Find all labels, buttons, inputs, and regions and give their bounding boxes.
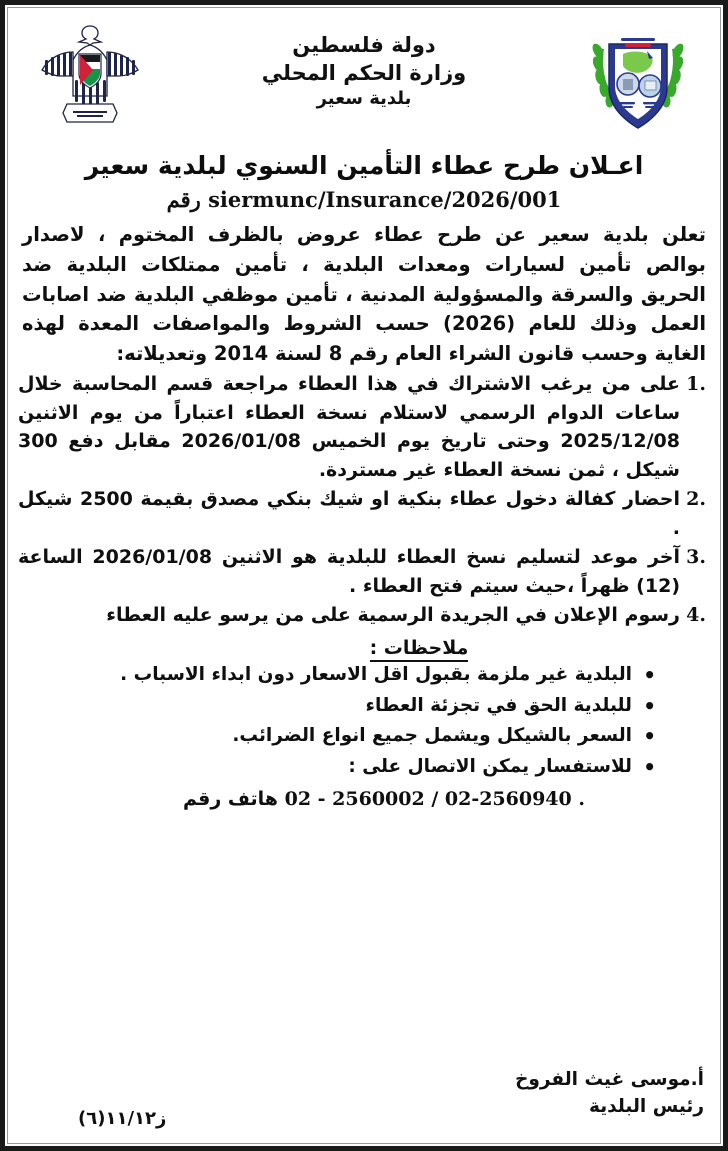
signer-title: رئيس البلدية bbox=[589, 1095, 704, 1117]
state-name: دولة فلسطين bbox=[292, 33, 436, 57]
signer-name: أ.موسى غيث الفروخ bbox=[515, 1069, 704, 1090]
page-title: اعـلان طرح عطاء التأمين السنوي لبلدية سعير bbox=[84, 151, 644, 180]
note-item-3: • السعر بالشيكل ويشمل جميع انواع الضرائب. bbox=[36, 722, 658, 751]
municipality-name: بلدية سعير bbox=[316, 88, 412, 110]
reference-number-line bbox=[18, 187, 710, 212]
term-item-1: على من يرغب الاشتراك في هذا العطاء مراجعة قسم المحاسبة خلال ساعات الدوام الرسمي لاستلام نسخة العطاء اعتباراً من يوم الاثنين 2025/12/08 وحتى تاريخ يوم الخميس 2026/01/08 مقابل دفع 300 شيكل ، ثمن نسخة العطاء غير مستردة. bbox=[18, 373, 680, 481]
document-inner-frame bbox=[7, 7, 721, 1144]
notes-heading bbox=[18, 637, 710, 659]
palestine-eagle-of-saladin-emblem bbox=[30, 18, 150, 138]
contact-phone-line bbox=[18, 785, 710, 814]
document-header bbox=[18, 14, 710, 144]
sier-municipality-emblem bbox=[578, 18, 698, 138]
terms-list bbox=[18, 370, 710, 631]
header-titles bbox=[150, 18, 578, 111]
note-item-4: • للاستفسار يمكن الاتصال على : bbox=[36, 753, 658, 782]
phone-label: هاتف رقم bbox=[183, 787, 278, 810]
term-item-4: رسوم الإعلان في الجريدة الرسمية على من يرسو عليه العطاء bbox=[106, 604, 680, 627]
document-footer bbox=[18, 1065, 710, 1139]
reference-code: siermunc/Insurance/2026/001 bbox=[208, 187, 562, 213]
document-code: ز١١/١٢(٦) bbox=[78, 1108, 167, 1129]
notes-list bbox=[18, 661, 710, 784]
term-item-3: آخر موعد لتسليم نسخ العطاء للبلدية هو الاثنين 2026/01/08 الساعة (12) ظهراً ،حيث سيتم فتح العطاء . bbox=[18, 546, 681, 597]
note-item-2: • للبلدية الحق في تجزئة العطاء bbox=[36, 692, 658, 721]
intro-paragraph: تعلن بلدية سعير عن طرح عطاء عروض بالظرف المختوم ، لاصدار بوالص تأمين لسيارات ومعدات البلدية ، تأمين ممتلكات البلدية ضد الحريق والسرقة والمسؤولية المدنية ، تأمين موظفي البلدية ضد اصابات العمل وذلك للعام (2026) حسب الشروط والمواصفات المعدة لهذه الغاية وحسب قانون الشراء العام رقم 8 لسنة 2014 وتعديلاته: bbox=[22, 223, 707, 365]
ministry-name: وزارة الحكم المحلي bbox=[261, 60, 467, 85]
notes-heading-text: ملاحظات : bbox=[370, 637, 469, 662]
note-item-1: • البلدية غير ملزمة بقبول اقل الاسعار دون ابداء الاسباب . bbox=[36, 661, 658, 690]
term-item-2: احضار كفالة دخول عطاء بنكية او شيك بنكي مصدق بقيمة 2500 شيكل . bbox=[18, 488, 680, 539]
reference-label: رقم bbox=[166, 187, 201, 213]
phone-numbers: 02 - 2560002 / 02-2560940 . bbox=[284, 787, 585, 810]
